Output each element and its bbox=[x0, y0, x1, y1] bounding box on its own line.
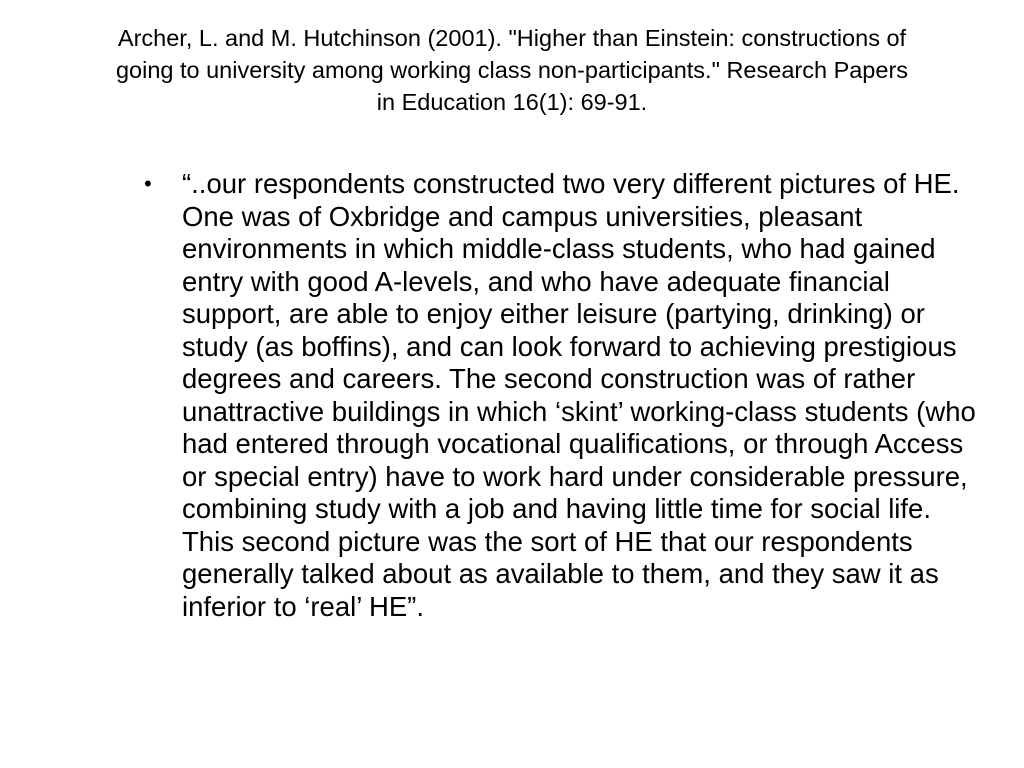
quote-text: “..our respondents constructed two very different pictures of HE. One was of Oxbridge and campus universities, pleasant environments in which middle-class students, who had gained entry with good A-levels, and who have adequate financial support, are able to enjoy either leisure (partying, drinking) or study (as boffins), and can look forward to achieving prestigious degrees and careers. The second construction was of rather unattractive buildings in which ‘skint’ working-class students (who had entered through vocational qualifications, or through Access or special entry) have to work hard under considerable pressure, combining study with a job and having little time for social life. This second picture was the sort of HE that our respondents generally talked about as available to them, and they saw it as inferior to ‘real’ HE”. bbox=[182, 168, 976, 622]
quote-bullet bbox=[140, 168, 990, 623]
bullet-marker: • bbox=[144, 171, 152, 196]
bullet-list bbox=[140, 168, 990, 623]
citation-heading: Archer, L. and M. Hutchinson (2001). "Higher than Einstein: constructions of going to university among working class non-participants." Research Papers in Education 16(1): 69-91. bbox=[115, 25, 909, 115]
